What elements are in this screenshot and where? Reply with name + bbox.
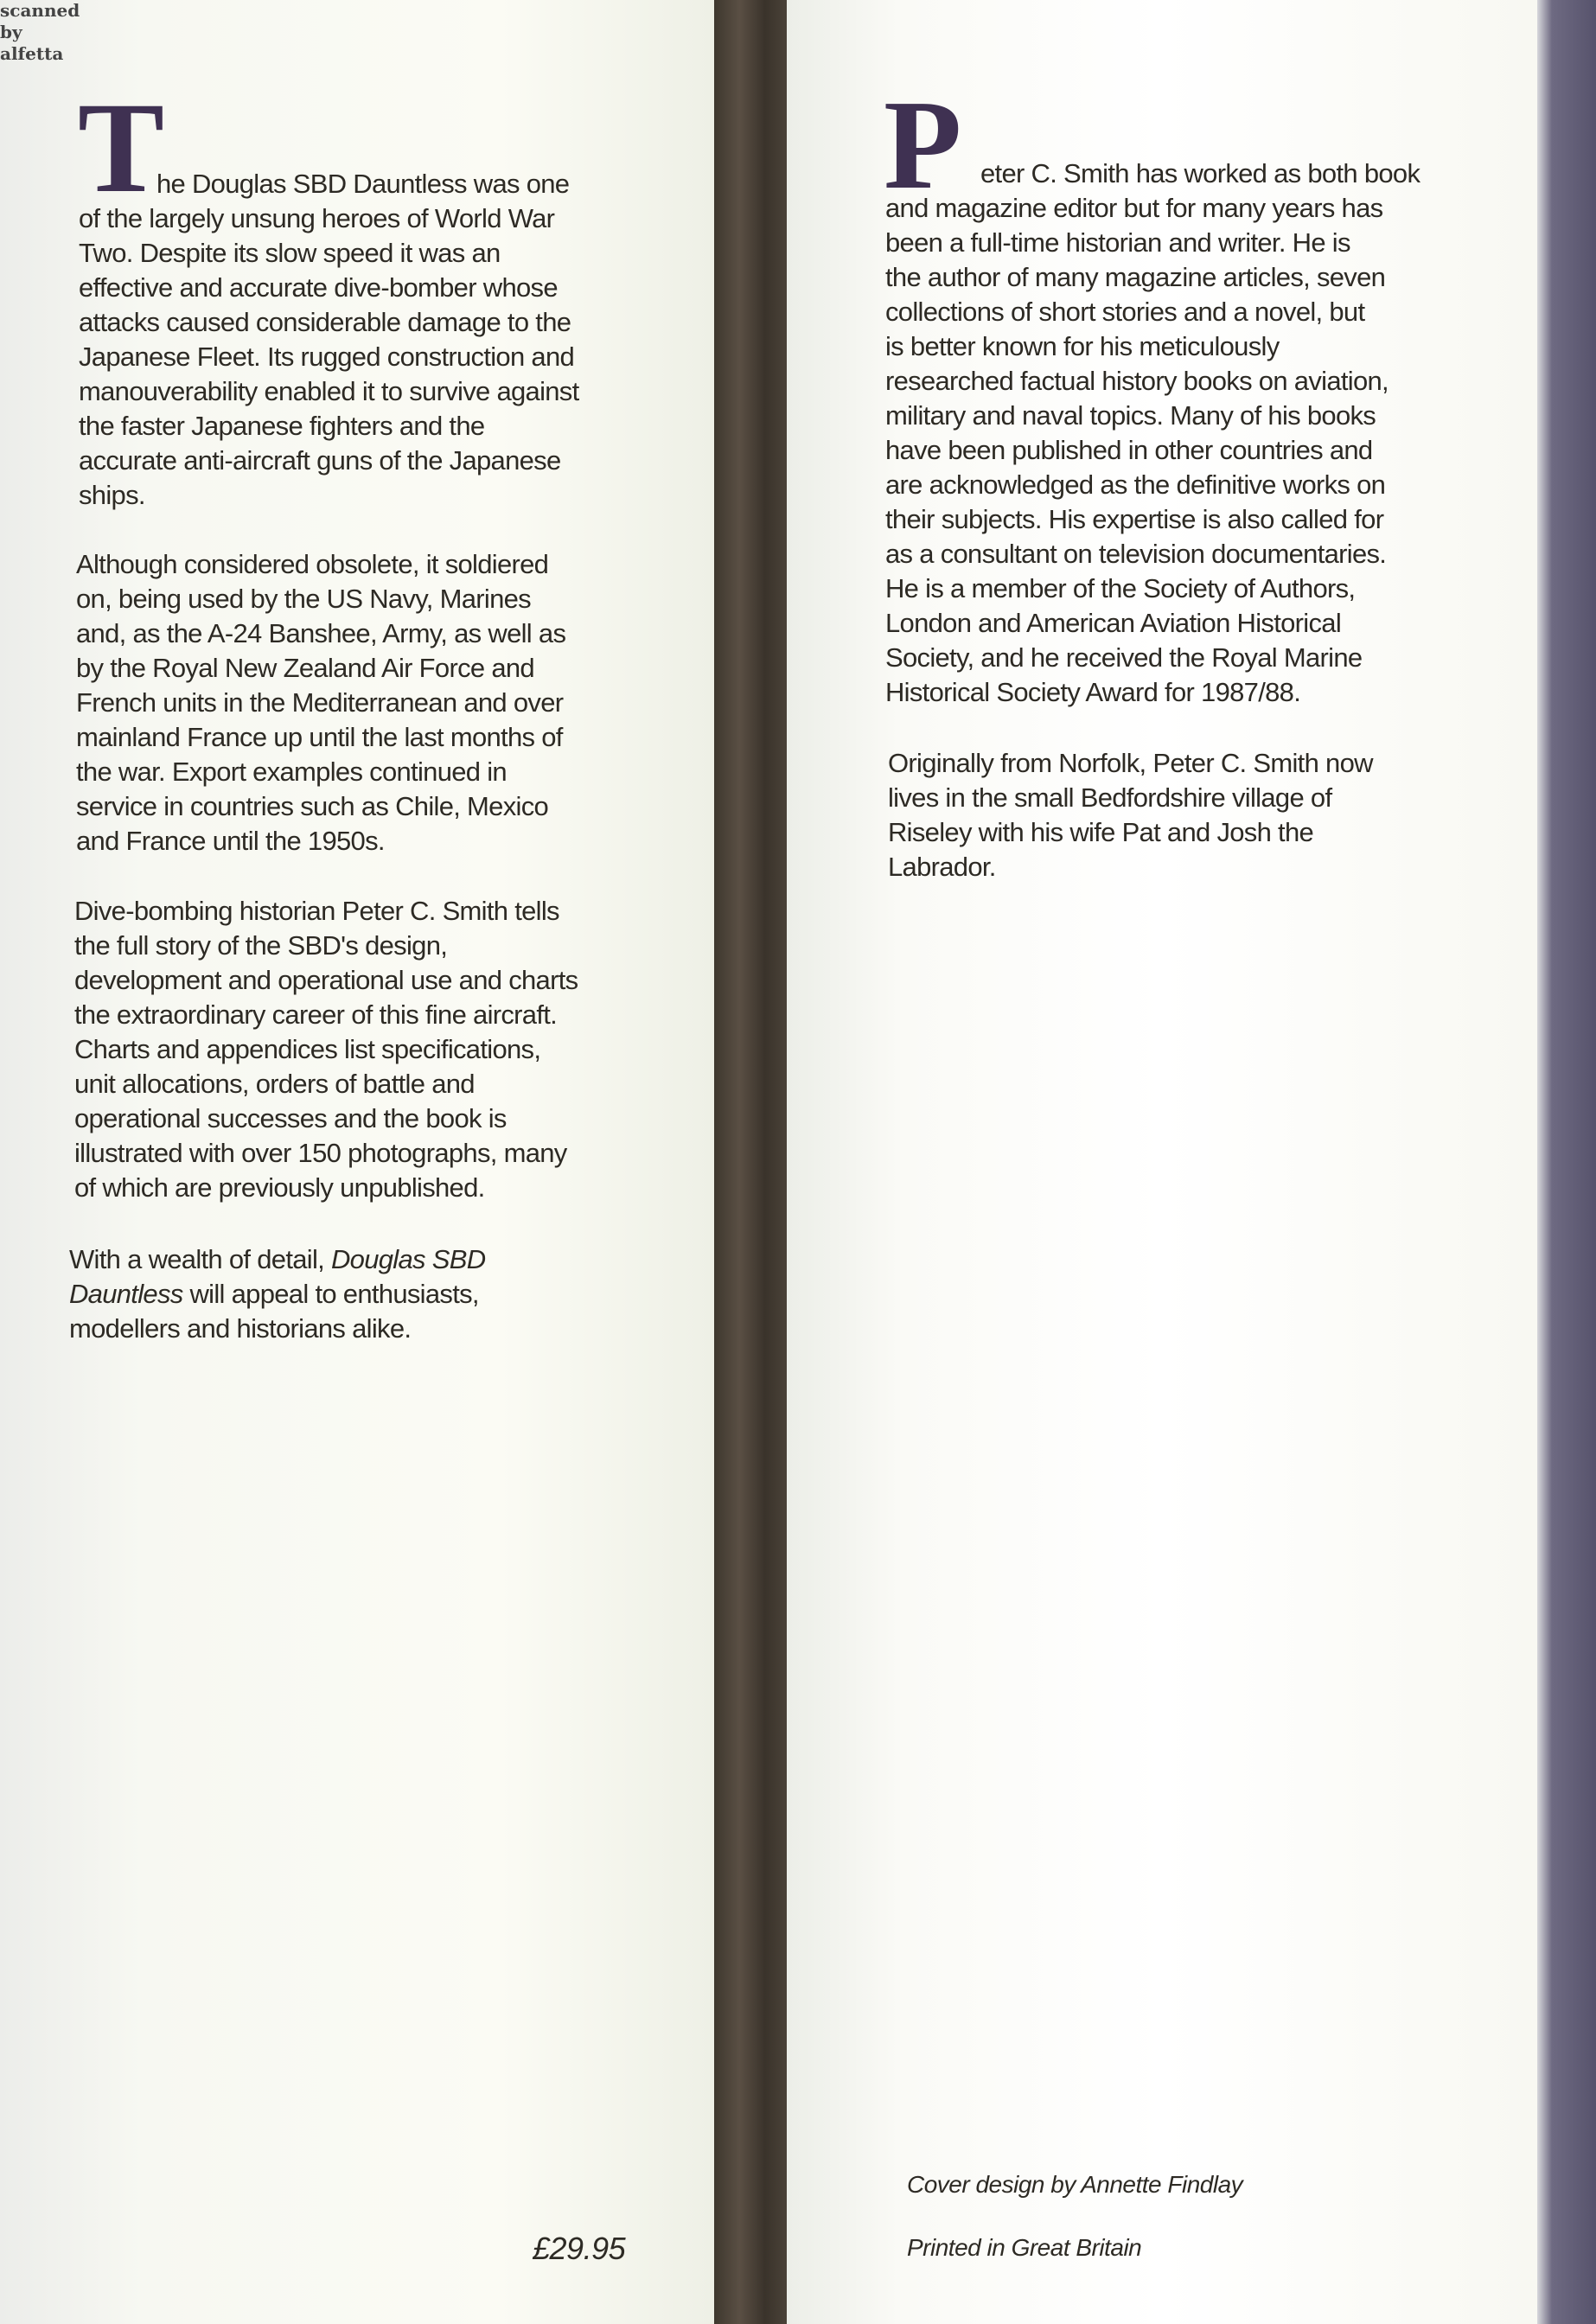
text-line: unit allocations, orders of battle and [74, 1069, 475, 1099]
book-title: Dauntless [69, 1279, 183, 1309]
text-line: have been published in other countries and [885, 435, 1373, 465]
text-line: Riseley with his wife Pat and Josh the [888, 817, 1314, 847]
text-line: ships. [79, 480, 145, 510]
text-line: Charts and appendices list specifications, [74, 1034, 541, 1064]
text-line: French units in the Mediterranean and over [76, 687, 564, 718]
text-line: is better known for his meticulously [885, 331, 1280, 361]
cover-edge [1537, 0, 1596, 2324]
closing-suffix: will appeal to enthusiasts, [182, 1279, 479, 1309]
text-line: lives in the small Bedfordshire village of [888, 782, 1332, 813]
closing-last-line: modellers and historians alike. [69, 1313, 412, 1344]
text-line: the extraordinary career of this fine aircraft. [74, 999, 558, 1030]
text-line: researched factual history books on aviation, [885, 366, 1389, 396]
text-line: He is a member of the Society of Authors, [885, 573, 1356, 603]
watermark-line: alfetta [0, 43, 64, 64]
text-line: Labrador. [888, 852, 996, 882]
drop-cap-p: P [884, 74, 962, 216]
text-line: Japanese Fleet. Its rugged construction and [79, 342, 575, 372]
text-line: and France until the 1950s. [76, 826, 385, 856]
text-line: as a consultant on television documentaries. [885, 539, 1387, 569]
text-line: collections of short stories and a novel, but [885, 297, 1365, 327]
text-line: on, being used by the US Navy, Marines [76, 584, 531, 614]
synopsis-paragraph-3 [74, 894, 578, 1205]
text-line: Although considered obsolete, it soldiered [76, 549, 549, 579]
text-line: mainland France up until the last months of [76, 722, 563, 752]
text-line: operational successes and the book is [74, 1103, 507, 1133]
text-line: service in countries such as Chile, Mexico [76, 791, 549, 821]
watermark-line: scanned [0, 0, 80, 21]
text-line: military and naval topics. Many of his books [885, 400, 1376, 431]
text-line: Dive-bombing historian Peter C. Smith tells [74, 896, 559, 926]
text-line: development and operational use and charts [74, 965, 578, 995]
printed-in: Printed in Great Britain [907, 2234, 1142, 2261]
text-line: the faster Japanese fighters and the [79, 411, 485, 441]
author-bio-paragraph-1 [885, 156, 1420, 710]
closing-prefix: With a wealth of detail, [69, 1244, 331, 1274]
text-line: London and American Aviation Historical [885, 608, 1342, 638]
text-line: their subjects. His expertise is also called for [885, 504, 1384, 534]
text-line: the war. Export examples continued in [76, 757, 507, 787]
text-line: been a full-time historian and writer. He is [885, 227, 1350, 258]
text-line: the full story of the SBD's design, [74, 930, 448, 961]
text-line: by the Royal New Zealand Air Force and [76, 653, 534, 683]
text-line: Originally from Norfolk, Peter C. Smith now [888, 748, 1373, 778]
author-bio-paragraph-2 [888, 746, 1373, 884]
text-line: eter C. Smith has worked as both book [980, 158, 1420, 188]
text-line: he Douglas SBD Dauntless was one [156, 169, 570, 199]
text-line: effective and accurate dive-bomber whose [79, 272, 558, 303]
text-line: of which are previously unpublished. [74, 1172, 485, 1203]
text-line: and magazine editor but for many years has [885, 193, 1383, 223]
text-line: manouverability enabled it to survive against [79, 376, 579, 406]
text-line: attacks caused considerable damage to the [79, 307, 571, 337]
text-line: Two. Despite its slow speed it was an [79, 238, 501, 268]
price: £29.95 [533, 2231, 626, 2266]
text-line: are acknowledged as the definitive works on [885, 469, 1386, 500]
synopsis-closing [69, 1242, 485, 1346]
text-line: illustrated with over 150 photographs, many [74, 1138, 567, 1168]
text-line: Society, and he received the Royal Marine [885, 642, 1363, 673]
book-spine-edge [714, 0, 787, 2324]
synopsis-paragraph-2 [76, 547, 565, 859]
watermark-line: by [0, 22, 22, 42]
text-line: accurate anti-aircraft guns of the Japanese [79, 445, 561, 476]
scan-watermark [0, 0, 80, 65]
text-line: of the largely unsung heroes of World War [79, 203, 555, 233]
cover-design-credit: Cover design by Annette Findlay [907, 2171, 1243, 2198]
text-line: the author of many magazine articles, seven [885, 262, 1386, 292]
book-title: Douglas SBD [331, 1244, 486, 1274]
synopsis-paragraph-1 [79, 167, 579, 513]
text-line: and, as the A-24 Banshee, Army, as well as [76, 618, 566, 648]
text-line: Historical Society Award for 1987/88. [885, 677, 1301, 707]
drop-cap-t: T [78, 76, 165, 220]
